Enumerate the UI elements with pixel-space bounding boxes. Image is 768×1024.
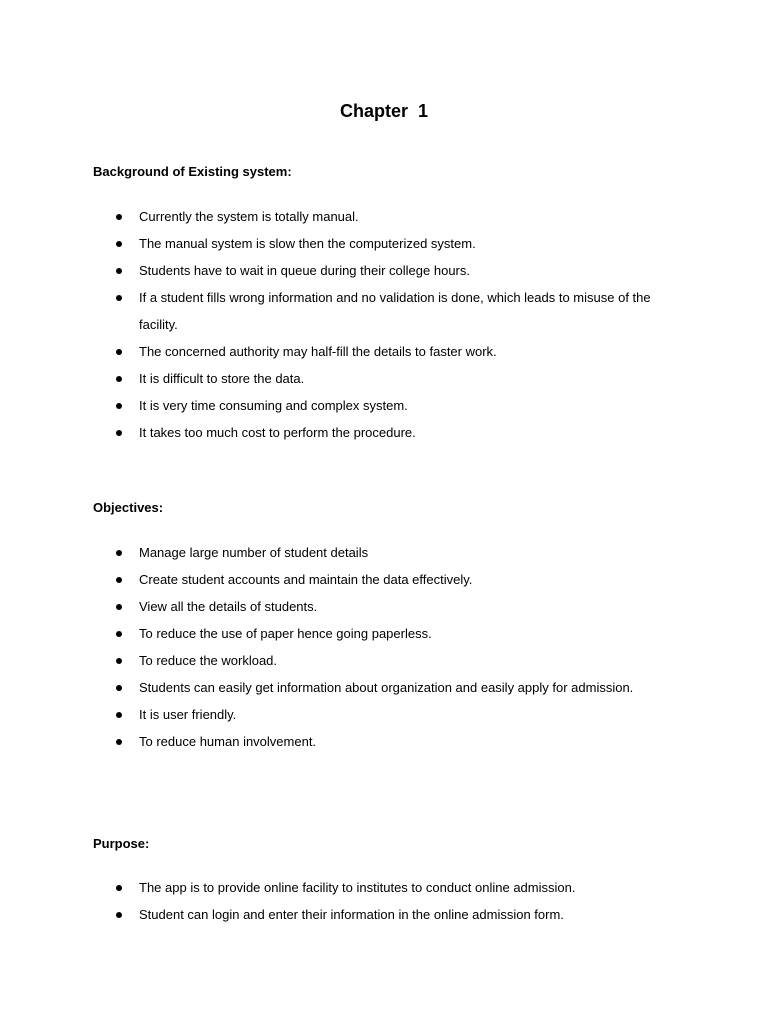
list-item: It is very time consuming and complex system. [93, 392, 679, 419]
list-item: View all the details of students. [93, 593, 679, 620]
section-heading-objectives: Objectives: [93, 500, 164, 515]
list-item: It is difficult to store the data. [93, 365, 679, 392]
list-item: If a student fills wrong information and no validation is done, which leads to misuse of the facility. [93, 284, 679, 338]
section-background [93, 163, 693, 446]
list-item: The manual system is slow then the computerized system. [93, 230, 679, 257]
purpose-bullet-list [93, 874, 693, 928]
bullet-icon [116, 295, 122, 301]
bullet-icon [116, 912, 122, 918]
list-item: Students can easily get information about organization and easily apply for admission. [93, 674, 679, 701]
bullet-icon [116, 376, 122, 382]
bullet-icon [116, 550, 122, 556]
bullet-icon [116, 430, 122, 436]
list-item: Currently the system is totally manual. [93, 203, 679, 230]
list-item: To reduce human involvement. [93, 728, 679, 755]
bullet-icon [116, 885, 122, 891]
bullet-icon [116, 712, 122, 718]
bullet-icon [116, 577, 122, 583]
list-item: To reduce the use of paper hence going paperless. [93, 620, 679, 647]
bullet-icon [116, 685, 122, 691]
list-item: It is user friendly. [93, 701, 679, 728]
section-heading-purpose: Purpose: [93, 836, 150, 851]
section-objectives [93, 499, 693, 755]
list-item: The concerned authority may half-fill the details to faster work. [93, 338, 679, 365]
section-purpose [93, 835, 693, 928]
bullet-icon [116, 403, 122, 409]
bullet-icon [116, 604, 122, 610]
list-item: To reduce the workload. [93, 647, 679, 674]
list-item: Student can login and enter their information in the online admission form. [93, 901, 679, 928]
objectives-bullet-list [93, 539, 693, 755]
list-item: It takes too much cost to perform the procedure. [93, 419, 679, 446]
bullet-icon [116, 739, 122, 745]
background-bullet-list [93, 203, 693, 446]
list-item: The app is to provide online facility to institutes to conduct online admission. [93, 874, 679, 901]
list-item: Students have to wait in queue during their college hours. [93, 257, 679, 284]
bullet-icon [116, 241, 122, 247]
list-item: Manage large number of student details [93, 539, 679, 566]
section-heading-background: Background of Existing system: [93, 164, 292, 179]
bullet-icon [116, 658, 122, 664]
bullet-icon [116, 631, 122, 637]
chapter-title: Chapter 1 [339, 101, 429, 122]
bullet-icon [116, 268, 122, 274]
bullet-icon [116, 349, 122, 355]
bullet-icon [116, 214, 122, 220]
list-item: Create student accounts and maintain the data effectively. [93, 566, 679, 593]
